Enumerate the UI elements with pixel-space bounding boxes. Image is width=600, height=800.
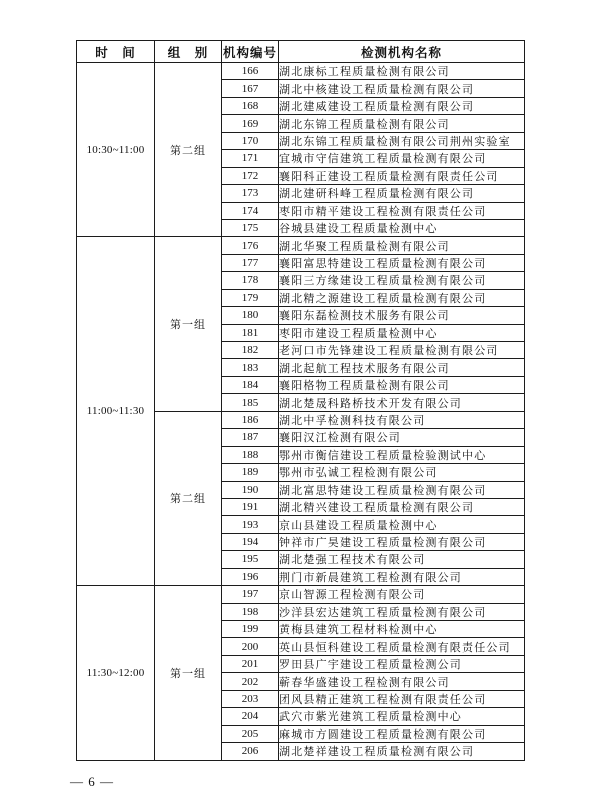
org-id-cell: 199 — [222, 621, 279, 638]
org-id-cell: 167 — [222, 80, 279, 97]
group-cell: 第二组 — [155, 63, 222, 237]
org-id-cell: 181 — [222, 324, 279, 341]
page-number: — 6 — — [70, 774, 114, 789]
table-row — [77, 237, 525, 254]
header-row — [77, 41, 525, 63]
org-name-cell: 襄阳富思特建设工程质量检测有限公司 — [279, 254, 525, 271]
org-id-cell: 196 — [222, 568, 279, 585]
org-name-cell: 京山县建设工程质量检测中心 — [279, 516, 525, 533]
org-name-cell: 枣阳市建设工程质量检测中心 — [279, 324, 525, 341]
org-id-cell: 166 — [222, 63, 279, 80]
org-name-cell: 湖北富思特建设工程质量检测有限公司 — [279, 481, 525, 498]
org-id-cell: 175 — [222, 219, 279, 236]
org-name-cell: 湖北中孚检测科技有限公司 — [279, 411, 525, 428]
org-name-cell: 湖北楚祥建设工程质量检测有限公司 — [279, 743, 525, 760]
org-name-cell: 襄阳科正建设工程质量检测有限责任公司 — [279, 167, 525, 184]
org-name-cell: 湖北起航工程技术服务有限公司 — [279, 359, 525, 376]
org-id-cell: 172 — [222, 167, 279, 184]
org-id-cell: 201 — [222, 655, 279, 672]
org-id-cell: 188 — [222, 446, 279, 463]
org-id-cell: 200 — [222, 638, 279, 655]
org-name-cell: 武穴市紫光建筑工程质量检测中心 — [279, 708, 525, 725]
time-cell: 10:30~11:00 — [77, 63, 155, 237]
org-id-cell: 183 — [222, 359, 279, 376]
org-id-cell: 177 — [222, 254, 279, 271]
table-row — [77, 586, 525, 603]
org-name-cell: 湖北东锦工程质量检测有限公司 — [279, 115, 525, 132]
org-id-cell: 184 — [222, 376, 279, 393]
group-cell: 第一组 — [155, 586, 222, 760]
org-name-cell: 鄂州市衡信建设工程质量检验测试中心 — [279, 446, 525, 463]
org-id-cell: 193 — [222, 516, 279, 533]
org-name-cell: 钟祥市广昊建设工程质量检测有限公司 — [279, 533, 525, 550]
org-id-cell: 168 — [222, 97, 279, 114]
table-body — [77, 63, 525, 761]
org-name-cell: 湖北楚晟科路桥技术开发有限公司 — [279, 394, 525, 411]
org-name-cell: 湖北建研科峰工程质量检测有限公司 — [279, 185, 525, 202]
org-name-cell: 宜城市守信建筑工程质量检测有限公司 — [279, 150, 525, 167]
header-org-id: 机构编号 — [222, 41, 279, 63]
header-time: 时 间 — [77, 41, 155, 63]
time-cell: 11:30~12:00 — [77, 586, 155, 760]
org-name-cell: 麻城市方圆建设工程质量检测有限公司 — [279, 725, 525, 742]
org-id-cell: 170 — [222, 132, 279, 149]
org-name-cell: 枣阳市精平建设工程检测有限责任公司 — [279, 202, 525, 219]
org-name-cell: 荆门市新晨建筑工程检测有限公司 — [279, 568, 525, 585]
org-id-cell: 179 — [222, 289, 279, 306]
org-id-cell: 205 — [222, 725, 279, 742]
org-name-cell: 湖北东锦工程质量检测有限公司荆州实验室 — [279, 132, 525, 149]
org-name-cell: 襄阳汉江检测有限公司 — [279, 429, 525, 446]
org-name-cell: 沙洋县宏达建筑工程质量检测有限公司 — [279, 603, 525, 620]
group-cell: 第一组 — [155, 237, 222, 411]
org-name-cell: 湖北康标工程质量检测有限公司 — [279, 63, 525, 80]
org-id-cell: 169 — [222, 115, 279, 132]
org-name-cell: 襄阳三方缘建设工程质量检测有限公司 — [279, 272, 525, 289]
org-id-cell: 194 — [222, 533, 279, 550]
org-id-cell: 198 — [222, 603, 279, 620]
group-cell: 第二组 — [155, 411, 222, 585]
org-name-cell: 老河口市先锋建设工程质量检测有限公司 — [279, 342, 525, 359]
org-id-cell: 171 — [222, 150, 279, 167]
schedule-table — [76, 40, 525, 761]
time-cell: 11:00~11:30 — [77, 237, 155, 586]
org-name-cell: 湖北华聚工程质量检测有限公司 — [279, 237, 525, 254]
org-name-cell: 襄阳东磊检测技术服务有限公司 — [279, 307, 525, 324]
org-name-cell: 团风县精正建筑工程检测有限责任公司 — [279, 690, 525, 707]
header-org-name: 检测机构名称 — [279, 41, 525, 63]
org-id-cell: 173 — [222, 185, 279, 202]
org-name-cell: 湖北精兴建设工程质量检测有限公司 — [279, 498, 525, 515]
org-name-cell: 湖北楚强工程技术有限公司 — [279, 551, 525, 568]
org-id-cell: 174 — [222, 202, 279, 219]
org-id-cell: 185 — [222, 394, 279, 411]
org-name-cell: 鄂州市弘诚工程检测有限公司 — [279, 464, 525, 481]
org-name-cell: 黄梅县建筑工程材料检测中心 — [279, 621, 525, 638]
org-id-cell: 206 — [222, 743, 279, 760]
org-name-cell: 蕲春华盛建设工程检测有限公司 — [279, 673, 525, 690]
org-id-cell: 182 — [222, 342, 279, 359]
org-id-cell: 190 — [222, 481, 279, 498]
org-id-cell: 204 — [222, 708, 279, 725]
org-id-cell: 195 — [222, 551, 279, 568]
org-name-cell: 京山智源工程检测有限公司 — [279, 586, 525, 603]
org-name-cell: 英山县恒科建设工程质量检测有限责任公司 — [279, 638, 525, 655]
org-id-cell: 189 — [222, 464, 279, 481]
org-name-cell: 湖北中核建设工程质量检测有限公司 — [279, 80, 525, 97]
org-id-cell: 180 — [222, 307, 279, 324]
org-id-cell: 202 — [222, 673, 279, 690]
org-name-cell: 湖北建威建设工程质量检测有限公司 — [279, 97, 525, 114]
org-id-cell: 197 — [222, 586, 279, 603]
org-id-cell: 187 — [222, 429, 279, 446]
org-id-cell: 176 — [222, 237, 279, 254]
org-id-cell: 186 — [222, 411, 279, 428]
header-group: 组 别 — [155, 41, 222, 63]
org-id-cell: 191 — [222, 498, 279, 515]
table-header — [77, 41, 525, 63]
org-id-cell: 203 — [222, 690, 279, 707]
table-row — [77, 63, 525, 80]
org-name-cell: 谷城县建设工程质量检测中心 — [279, 219, 525, 236]
org-id-cell: 178 — [222, 272, 279, 289]
org-name-cell: 襄阳格物工程质量检测有限公司 — [279, 376, 525, 393]
org-name-cell: 湖北精之源建设工程质量检测有限公司 — [279, 289, 525, 306]
org-name-cell: 罗田县广宇建设工程质量检测公司 — [279, 655, 525, 672]
